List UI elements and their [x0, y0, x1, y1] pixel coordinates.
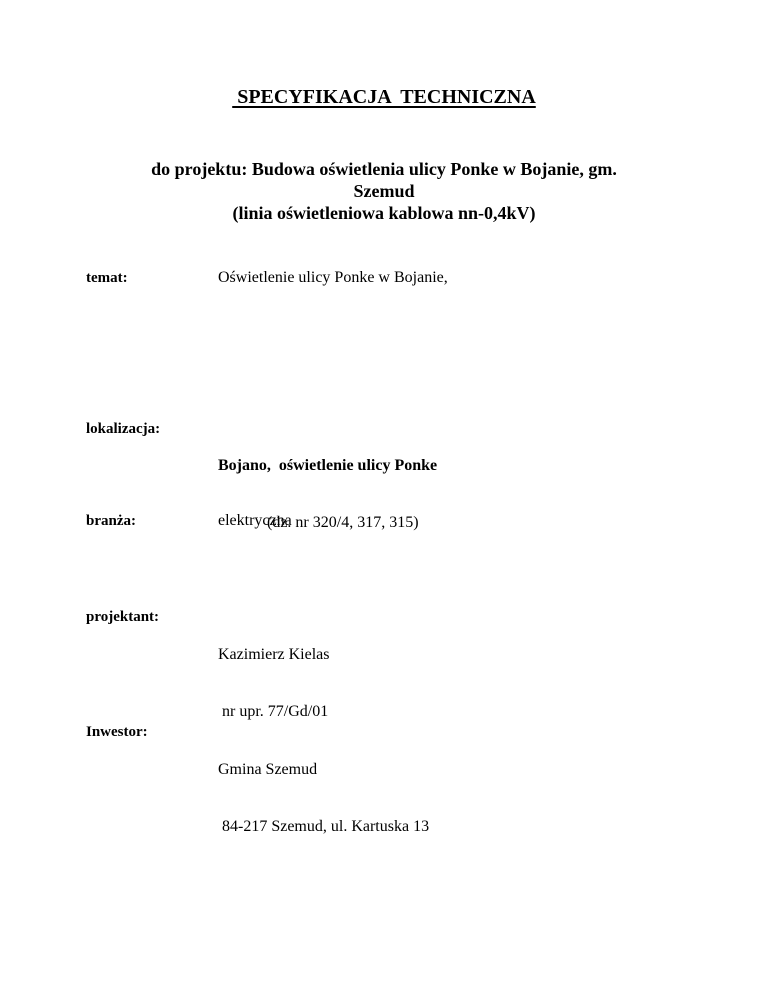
branza-label: branża:: [86, 513, 136, 529]
lokalizacja-value: [218, 418, 437, 551]
inwestor-value-line-1: Gmina Szemud: [218, 761, 318, 778]
lokalizacja-value-line-2: (dz. nr 320/4, 317, 315): [267, 514, 419, 531]
subtitle-line-1: do projektu: Budowa oświetlenia ulicy Ponke w Bojanie, gm.: [151, 159, 617, 179]
document-title: SPECYFIKACJA TECHNICZNA: [232, 86, 536, 108]
projektant-value: [218, 607, 330, 740]
projektant-label: projektant:: [86, 609, 160, 625]
temat-value: Oświetlenie ulicy Ponke w Bojanie,: [218, 269, 448, 286]
document-subtitle: [90, 158, 678, 224]
subtitle-line-2: Szemud: [353, 181, 415, 201]
lokalizacja-value-line-1: Bojano, oświetlenie ulicy Ponke: [218, 457, 438, 474]
projektant-value-line-1: Kazimierz Kielas: [218, 646, 330, 663]
branza-value: elektryczna: [218, 512, 292, 529]
subtitle-line-3: (linia oświetleniowa kablowa nn-0,4kV): [232, 203, 536, 223]
projektant-value-line-2: nr upr. 77/Gd/01: [218, 703, 329, 720]
inwestor-value-line-2: 84-217 Szemud, ul. Kartuska 13: [218, 818, 430, 835]
temat-label: temat:: [86, 270, 128, 286]
lokalizacja-label: lokalizacja:: [86, 421, 161, 437]
inwestor-label: Inwestor:: [86, 724, 148, 740]
inwestor-value: [218, 722, 429, 855]
